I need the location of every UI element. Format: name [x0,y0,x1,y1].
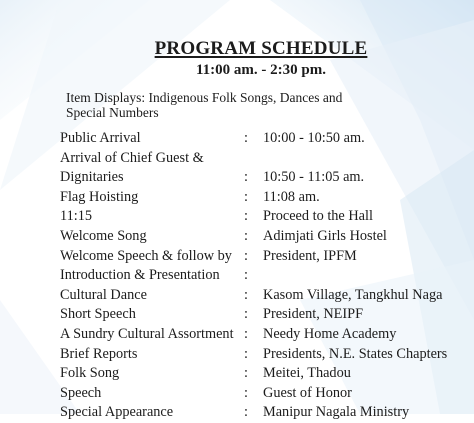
schedule-row-colon: : [244,345,248,362]
schedule-row-colon: : [244,208,248,225]
schedule-row [0,266,474,286]
item-displays-line-2: Special Numbers [66,105,159,120]
schedule-row [0,403,474,423]
document-title: PROGRAM SCHEDULE [154,38,368,59]
schedule-row-label: Special Appearance [60,404,174,421]
schedule-row-label: Welcome Speech & follow by [60,247,232,264]
schedule-row-label: Short Speech [60,306,136,323]
schedule-row [0,227,474,247]
schedule-row-label: Arrival of Chief Guest & [60,149,204,166]
schedule-list [0,129,474,423]
schedule-row-value: Guest of Honor [263,384,352,401]
schedule-row-colon: : [244,247,248,264]
schedule-row-value: Needy Home Academy [263,325,397,342]
schedule-row-label: Speech [60,384,102,401]
schedule-row-label: Folk Song [60,365,120,382]
schedule-row [0,188,474,208]
schedule-row-value: Presidents, N.E. States Chapters [263,345,448,362]
schedule-row-label: Introduction & Presentation [60,267,220,284]
schedule-row-colon: : [244,130,248,146]
schedule-row-value: 11:08 am. [263,188,320,205]
schedule-row [0,305,474,325]
item-displays-line-1: Item Displays: Indigenous Folk Songs, Dances and [66,90,343,105]
schedule-row-label: Public Arrival [60,130,141,146]
schedule-row-value: Kasom Village, Tangkhul Naga [263,286,443,303]
schedule-row-colon: : [244,365,248,382]
schedule-row-colon: : [244,169,248,186]
schedule-row-colon: : [244,227,248,244]
schedule-row [0,325,474,345]
schedule-row-value: 10:50 - 11:05 am. [263,169,365,186]
schedule-row-colon: : [244,286,248,303]
schedule-row-label: Brief Reports [60,345,138,362]
schedule-row-label: Flag Hoisting [60,188,139,205]
schedule-row-value: Adimjati Girls Hostel [263,227,387,244]
schedule-row-value: Meitei, Thadou [263,365,351,382]
schedule-row [0,168,474,188]
schedule-row [0,247,474,267]
schedule-row-label: 11:15 [60,208,93,225]
schedule-row-label: A Sundry Cultural Assortment [60,325,234,342]
schedule-row-colon: : [244,188,248,205]
schedule-row-label: Dignitaries [60,169,124,186]
schedule-row [0,286,474,306]
schedule-row [0,345,474,365]
schedule-row [0,129,474,149]
schedule-row-value: President, IPFM [263,247,357,264]
schedule-row-colon: : [244,384,248,401]
schedule-row-value: President, NEIPF [263,306,364,323]
schedule-row-colon: : [244,267,248,284]
schedule-row [0,207,474,227]
event-time: 11:00 am. - 2:30 pm. [196,62,326,78]
schedule-row-label: Cultural Dance [60,286,147,303]
schedule-row [0,149,474,169]
schedule-row-colon: : [244,325,248,342]
schedule-row-value: Manipur Nagala Ministry [263,404,410,421]
item-displays-note [66,90,366,120]
schedule-row-value: 10:00 - 10:50 am. [263,130,365,146]
schedule-row [0,384,474,404]
schedule-row-colon: : [244,306,248,323]
schedule-row-value: Proceed to the Hall [263,208,373,225]
schedule-row-colon: : [244,404,248,421]
schedule-row [0,364,474,384]
schedule-row-label: Welcome Song [60,227,147,244]
